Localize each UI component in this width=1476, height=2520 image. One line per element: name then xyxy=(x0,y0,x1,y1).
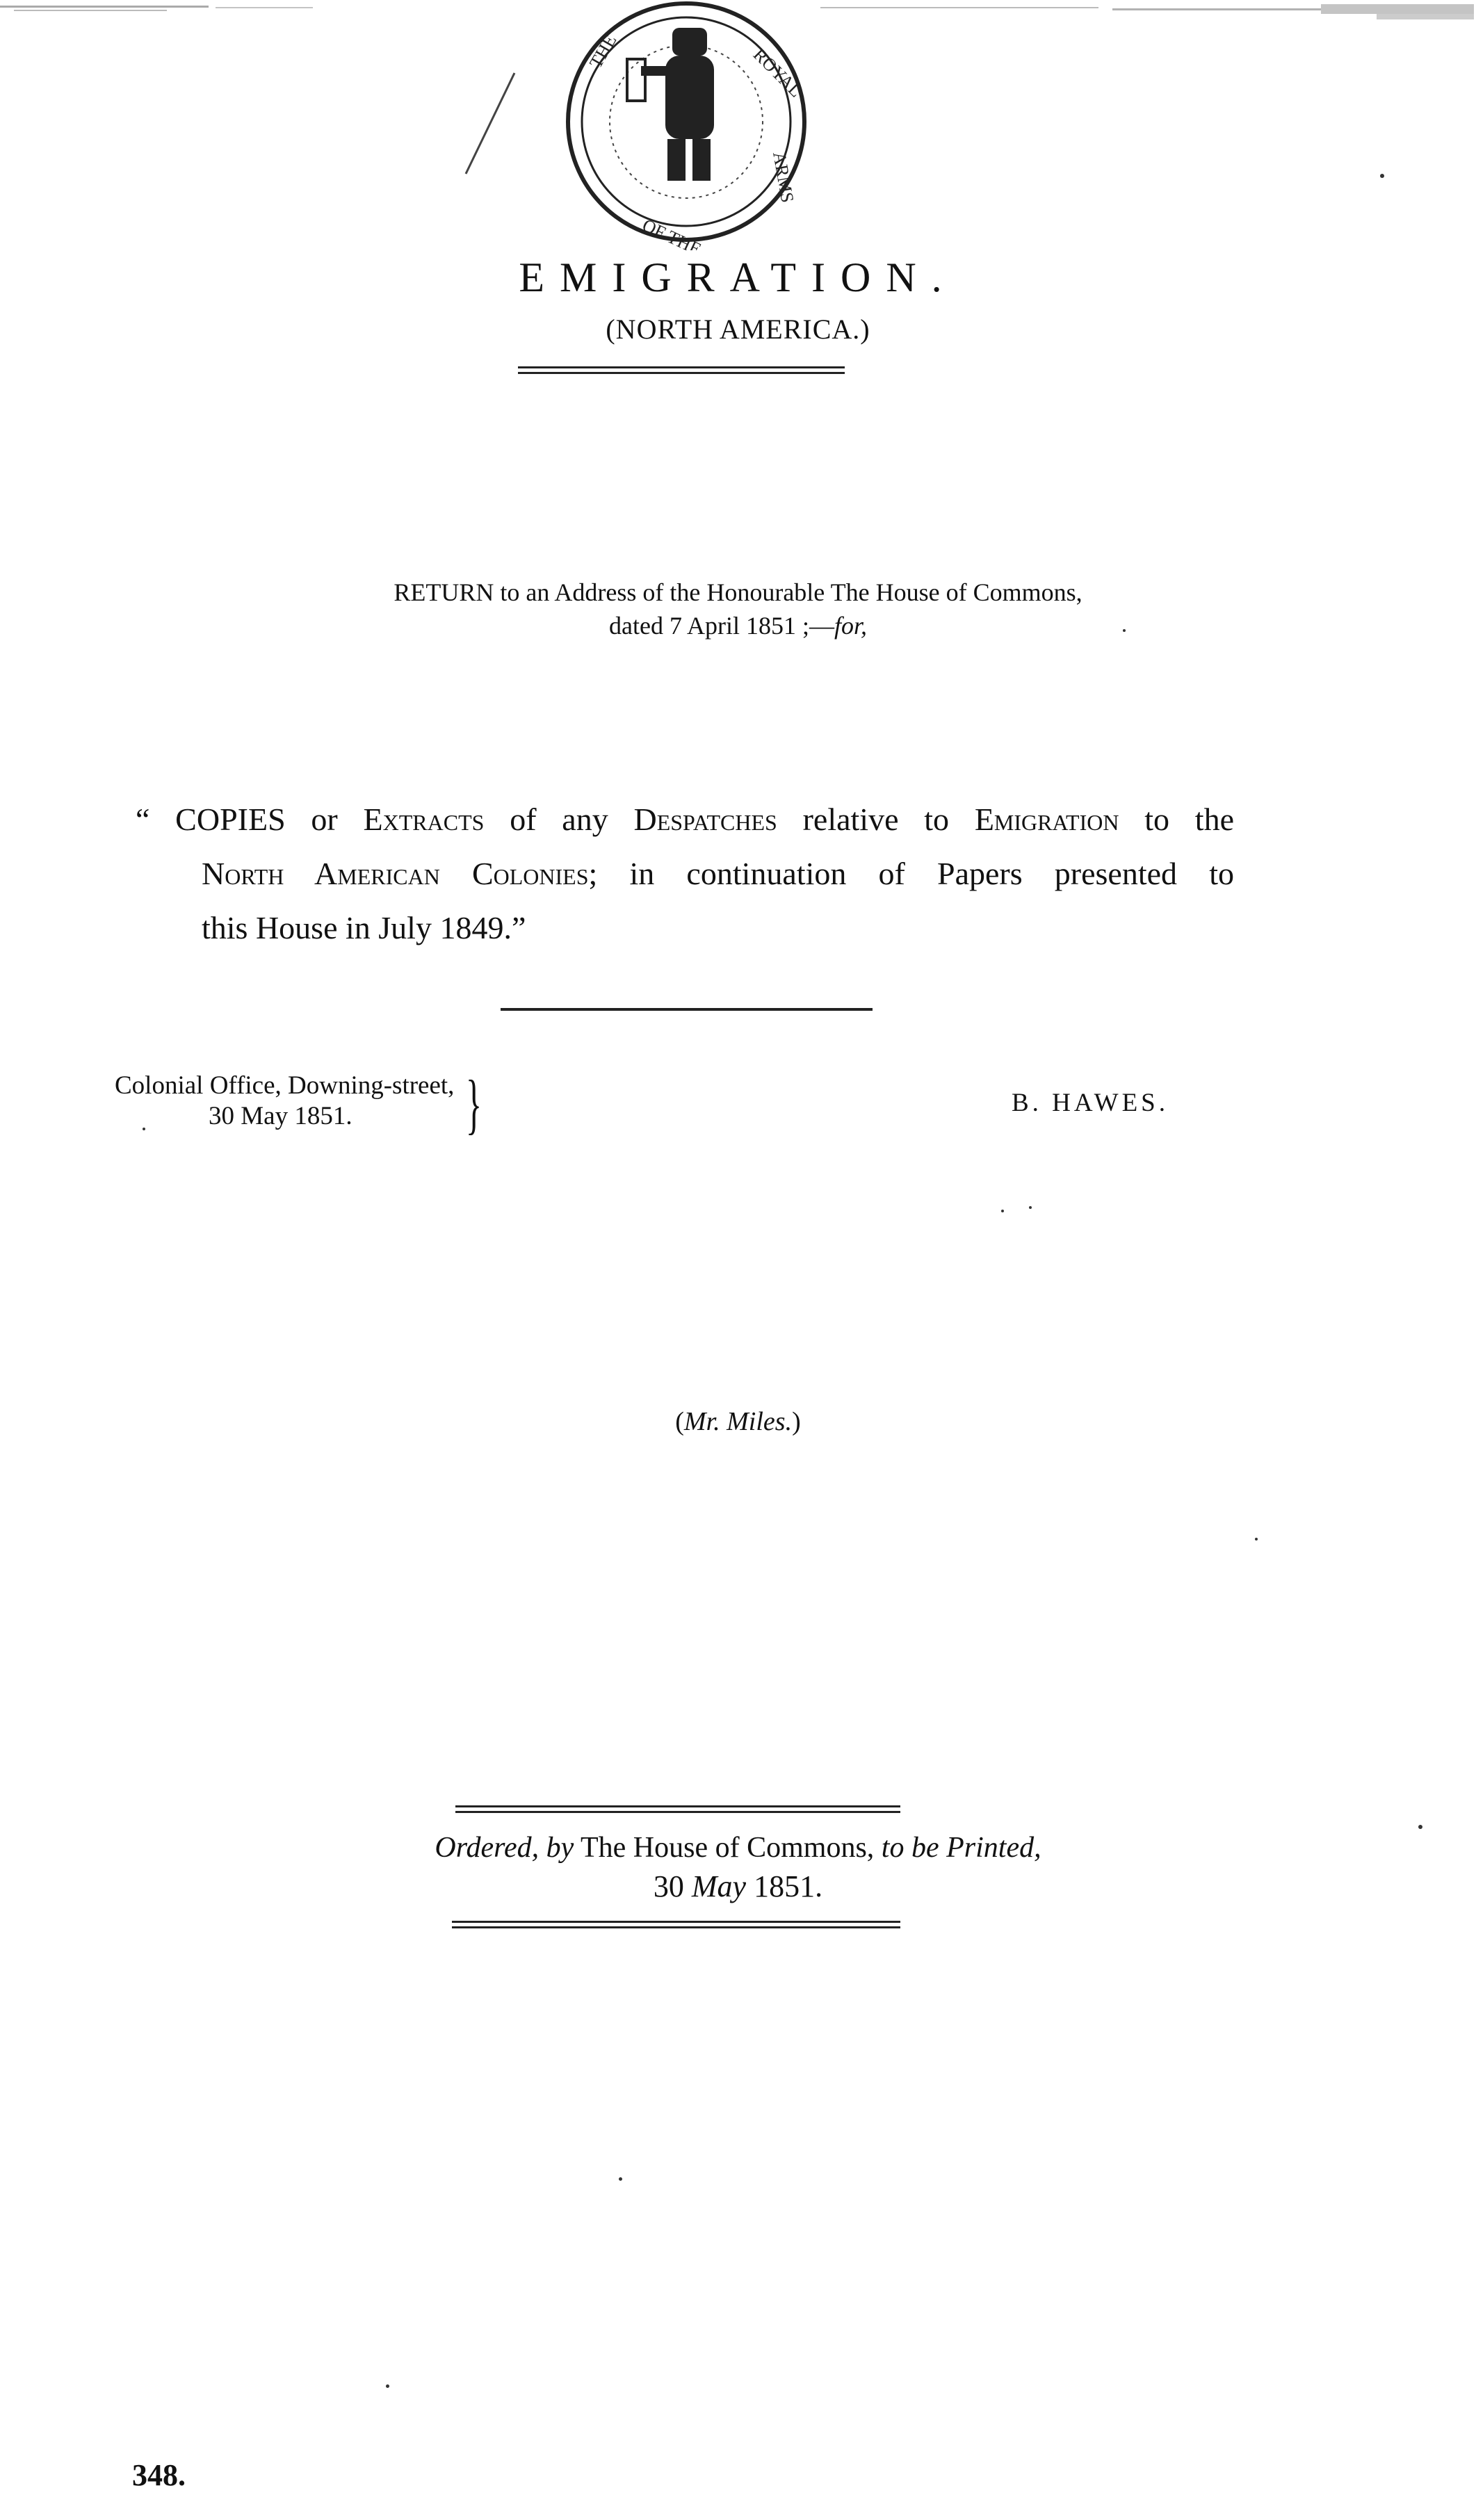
document-subheading: (NORTH AMERICA.) xyxy=(606,314,870,345)
office-location: Colonial Office, Downing-street, xyxy=(115,1071,455,1100)
pencil-mark xyxy=(459,70,521,181)
ordered-line: Ordered, by The House of Commons, to be Printed, xyxy=(435,1832,1041,1864)
scan-speck xyxy=(1255,1538,1258,1541)
scan-speck xyxy=(1029,1206,1032,1209)
scan-speck xyxy=(1418,1825,1422,1829)
scan-speck xyxy=(386,2384,389,2388)
scan-speck xyxy=(619,2177,622,2181)
return-line-2 xyxy=(0,609,1476,642)
quoted-request xyxy=(136,792,1234,955)
heading-double-rule xyxy=(518,366,845,374)
member-name: Mr. Miles. xyxy=(683,1407,793,1436)
ordered-date: 30 May 1851. xyxy=(653,1869,823,1903)
office-date: 30 May 1851. xyxy=(209,1102,352,1130)
svg-text:ARMS: ARMS xyxy=(769,150,798,204)
scan-speck xyxy=(1380,174,1384,178)
document-heading: EMIGRATION. xyxy=(519,254,957,300)
scan-speck xyxy=(143,1128,145,1130)
royal-seal-stamp xyxy=(544,0,829,250)
return-line-1: RETURN to an Address of the Honourable The House of Commons, xyxy=(394,578,1082,606)
office-address xyxy=(115,1071,454,1132)
return-for: for, xyxy=(834,612,867,640)
svg-text:THE: THE xyxy=(585,31,621,72)
ordered-bottom-rule xyxy=(452,1921,900,1928)
return-paragraph xyxy=(0,576,1476,642)
ordered-top-rule xyxy=(455,1805,900,1813)
svg-text:OF THE: OF THE xyxy=(639,215,705,250)
member-name-line: (Mr. Miles.) xyxy=(675,1407,801,1436)
printing-order xyxy=(0,1828,1476,1906)
quote-line-3: this House in July 1849.” xyxy=(202,910,526,945)
scan-speck xyxy=(1123,629,1126,632)
page-number: 348. xyxy=(132,2458,186,2492)
svg-text:ROYAL: ROYAL xyxy=(749,44,806,101)
signer-name: B. HAWES. xyxy=(1012,1089,1169,1117)
scan-speck xyxy=(1001,1210,1004,1212)
office-brace: } xyxy=(466,1066,482,1141)
return-date: dated 7 April 1851 ;— xyxy=(609,612,834,640)
quote-line-1: “ COPIES or Extracts of any Despatches relative to Emigration to the xyxy=(136,802,1234,837)
section-divider xyxy=(501,1008,873,1011)
quote-line-2: North American Colonies; in continuation of Papers presented to xyxy=(202,856,1234,891)
